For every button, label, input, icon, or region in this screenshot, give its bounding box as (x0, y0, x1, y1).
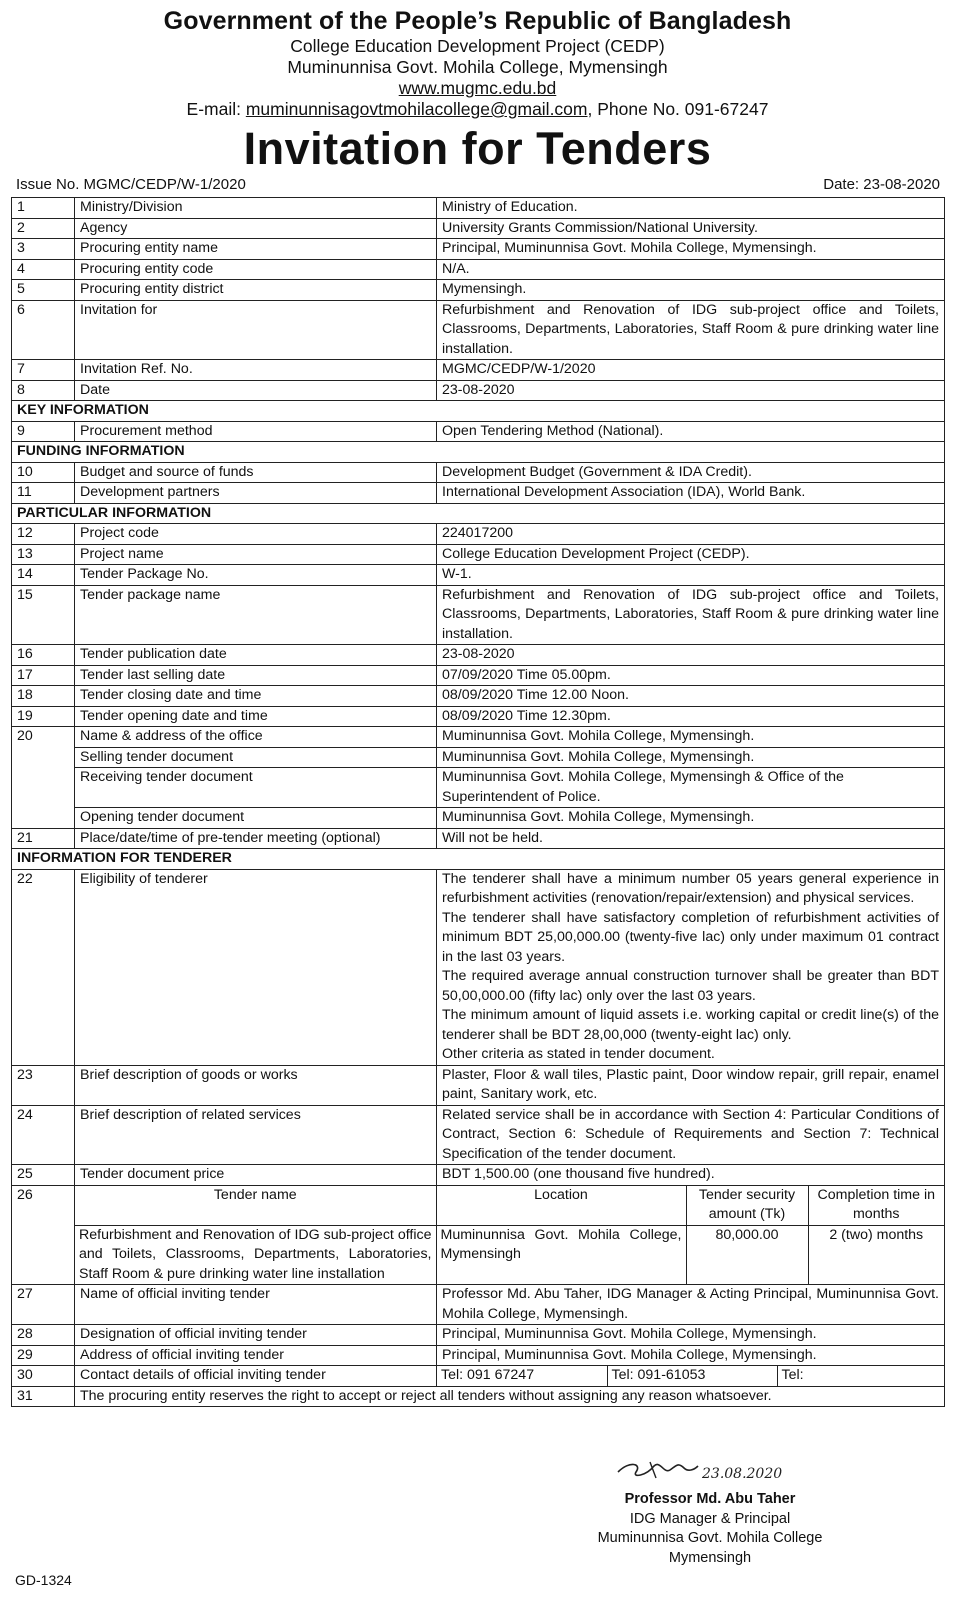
tender-table (11, 197, 945, 1407)
row-number: 1 (12, 198, 75, 219)
row-value: Muminunnisa Govt. Mohila College, Mymensingh & Office of the Superintendent of Police. (437, 768, 945, 808)
row-label: Procuring entity name (75, 239, 437, 260)
row-value: College Education Development Project (CEDP). (437, 544, 945, 565)
row-value: 07/09/2020 Time 05.00pm. (437, 665, 945, 686)
row-label: Development partners (75, 483, 437, 504)
row-label: Address of official inviting tender (75, 1345, 437, 1366)
row-number: 18 (12, 686, 75, 707)
row-number: 16 (12, 645, 75, 666)
row-number: 9 (12, 421, 75, 442)
section-heading: INFORMATION FOR TENDERER (12, 849, 945, 870)
row-value: 23-08-2020 (437, 645, 945, 666)
row-number: 26 (12, 1185, 75, 1285)
table-row (12, 483, 945, 504)
table-row (12, 1345, 945, 1366)
footer-code: GD-1324 (15, 1572, 72, 1588)
section-heading: KEY INFORMATION (12, 401, 945, 422)
row-label: Project code (75, 524, 437, 545)
row-label: Procuring entity code (75, 259, 437, 280)
table-row (12, 360, 945, 381)
tender-package-table (75, 1186, 944, 1285)
table-row (12, 380, 945, 401)
row-number: 6 (12, 300, 75, 360)
column-header: Location (436, 1186, 686, 1226)
row-label: Ministry/Division (75, 198, 437, 219)
phone-number: , Phone No. 091-67247 (587, 99, 769, 119)
table-row (12, 421, 945, 442)
row-value: Refurbishment and Renovation of IDG sub-project office and Toilets, Classrooms, Departments, Laboratories, Staff Room & pure drinking water line installation. (437, 300, 945, 360)
section-heading-row (12, 401, 945, 422)
row-label: Budget and source of funds (75, 462, 437, 483)
column-header: Tender security amount (Tk) (686, 1186, 808, 1226)
row-value: Will not be held. (437, 828, 945, 849)
table-row (12, 1065, 945, 1105)
eligibility-item: The minimum amount of liquid assets i.e. working capital or credit line(s) of the tenderer shall be BDT 28,00,000 (twenty-eight lac) only. (442, 1007, 939, 1043)
tender-location: Muminunnisa Govt. Mohila College, Mymensingh (436, 1225, 686, 1284)
row-label: Tender last selling date (75, 665, 437, 686)
table-row (12, 585, 945, 645)
project-name: College Education Development Project (CEDP) (290, 36, 665, 56)
row-label: Procuring entity district (75, 280, 437, 301)
row-value: 23-08-2020 (437, 380, 945, 401)
row-value: Ministry of Education. (437, 198, 945, 219)
table-row (12, 300, 945, 360)
row-label: Receiving tender document (75, 768, 437, 808)
row-number: 4 (12, 259, 75, 280)
row-label: Tender closing date and time (75, 686, 437, 707)
row-value: Related service shall be in accordance with Section 4: Particular Conditions of Contract, Section 6: Schedule of Requirements and Section 7: Technical Specification of the tender document. (437, 1105, 945, 1165)
row-label: Name & address of the office (75, 727, 437, 748)
signatory-title: IDG Manager & Principal (629, 1510, 791, 1527)
eligibility-item: The required average annual construction turnover shall be greater than BDT 50,00,000.00 (fifty lac) only over the last 03 years. (442, 968, 939, 1004)
table-row (12, 198, 945, 219)
row-label: Place/date/time of pre-tender meeting (optional) (75, 828, 437, 849)
row-label: Brief description of related services (75, 1105, 437, 1165)
eligibility-item: The tenderer shall have satisfactory completion of refurbishment activities of minimum BDT 25,00,000.00 (twenty-five lac) only under maximum 01 contract in the last 03 years. (442, 909, 939, 965)
table-row (12, 747, 945, 768)
contact-tel: Tel: (777, 1366, 945, 1386)
row-value: Professor Md. Abu Taher, IDG Manager & Acting Principal, Muminunnisa Govt. Mohila College, Mymensingh. (437, 1285, 945, 1325)
row-value: International Development Association (IDA), World Bank. (437, 483, 945, 504)
row-number: 24 (12, 1105, 75, 1165)
signature-block (590, 1450, 830, 1568)
section-heading: FUNDING INFORMATION (12, 442, 945, 463)
issue-row (11, 176, 944, 194)
row-number: 25 (12, 1165, 75, 1186)
table-row (12, 239, 945, 260)
signatory-name: Professor Md. Abu Taher (624, 1491, 796, 1507)
row-value: Muminunnisa Govt. Mohila College, Mymensingh. (437, 808, 945, 829)
tender-package-table-cell (75, 1185, 945, 1285)
row-value: Mymensingh. (437, 280, 945, 301)
eligibility-item: Other criteria as stated in tender document. (442, 1046, 715, 1062)
row-label: Selling tender document (75, 747, 437, 768)
table-row (12, 768, 945, 808)
notice-page (11, 6, 944, 1407)
table-row (12, 565, 945, 586)
table-row (12, 645, 945, 666)
table-row (12, 706, 945, 727)
row-label: Tender Package No. (75, 565, 437, 586)
row-number: 21 (12, 828, 75, 849)
row-label: Tender opening date and time (75, 706, 437, 727)
tender-security: 80,000.00 (686, 1225, 808, 1284)
row-number: 10 (12, 462, 75, 483)
row-value: Principal, Muminunnisa Govt. Mohila College, Mymensingh. (437, 1345, 945, 1366)
row-number: 28 (12, 1325, 75, 1346)
email-link[interactable]: muminunnisagovtmohilacollege@gmail.com (245, 99, 588, 119)
row-value: W-1. (437, 565, 945, 586)
row-label: Date (75, 380, 437, 401)
row-number: 14 (12, 565, 75, 586)
row-number: 23 (12, 1065, 75, 1105)
row-label: Invitation for (75, 300, 437, 360)
signatory-college: Muminunnisa Govt. Mohila College (597, 1530, 823, 1546)
contact-tel: Tel: 091 67247 (437, 1366, 607, 1386)
row-value: Refurbishment and Renovation of IDG sub-project office and Toilets, Classrooms, Departments, Laboratories, Staff Room & pure drinking water line installation. (437, 585, 945, 645)
row-label: Eligibility of tenderer (75, 869, 437, 1065)
table-row (12, 686, 945, 707)
page-title: Invitation for Tenders (243, 123, 712, 174)
row-label: Brief description of goods or works (75, 1065, 437, 1105)
section-heading-row (12, 849, 945, 870)
row-value: Development Budget (Government & IDA Credit). (437, 462, 945, 483)
table-row (12, 828, 945, 849)
row-number: 20 (12, 727, 75, 829)
table-row (12, 1185, 945, 1285)
handwritten-signature (590, 1450, 830, 1490)
row-label: Tender package name (75, 585, 437, 645)
table-row (12, 280, 945, 301)
row-number: 29 (12, 1345, 75, 1366)
row-number: 17 (12, 665, 75, 686)
row-number: 11 (12, 483, 75, 504)
website-link[interactable]: www.mugmc.edu.bd (398, 78, 557, 98)
row-label: Tender document price (75, 1165, 437, 1186)
table-row (12, 1105, 945, 1165)
table-row (12, 544, 945, 565)
row-number: 13 (12, 544, 75, 565)
table-row (12, 462, 945, 483)
tender-package-row (75, 1225, 944, 1284)
row-number: 22 (12, 869, 75, 1065)
eligibility-criteria (437, 869, 945, 1065)
table-row (12, 869, 945, 1065)
row-number: 8 (12, 380, 75, 401)
tender-package-header (75, 1186, 944, 1226)
row-number: 2 (12, 218, 75, 239)
row-number: 12 (12, 524, 75, 545)
table-row (12, 665, 945, 686)
column-header: Completion time in months (808, 1186, 944, 1226)
signature-date: 23.08.2020 (702, 1466, 783, 1482)
row-value: Principal, Muminunnisa Govt. Mohila College, Mymensingh. (437, 239, 945, 260)
row-value: 08/09/2020 Time 12.00 Noon. (437, 686, 945, 707)
table-row (12, 1325, 945, 1346)
row-label: Tender publication date (75, 645, 437, 666)
row-number: 3 (12, 239, 75, 260)
row-number: 5 (12, 280, 75, 301)
row-number: 27 (12, 1285, 75, 1325)
row-value: MGMC/CEDP/W-1/2020 (437, 360, 945, 381)
row-value: BDT 1,500.00 (one thousand five hundred). (437, 1165, 945, 1186)
issue-number: Issue No. MGMC/CEDP/W-1/2020 (16, 176, 246, 193)
issue-date: Date: 23-08-2020 (823, 176, 940, 193)
header (11, 6, 944, 176)
row-value: The procuring entity reserves the right to accept or reject all tenders without assigning any reason whatsoever. (75, 1386, 945, 1407)
row-value: 224017200 (437, 524, 945, 545)
college-name: Muminunnisa Govt. Mohila College, Mymensingh (287, 57, 668, 77)
table-row (12, 727, 945, 748)
row-label: Name of official inviting tender (75, 1285, 437, 1325)
contact-tel: Tel: 091-61053 (607, 1366, 777, 1386)
row-value: Muminunnisa Govt. Mohila College, Mymensingh. (437, 727, 945, 748)
row-label: Invitation Ref. No. (75, 360, 437, 381)
completion-time: 2 (two) months (808, 1225, 944, 1284)
section-heading-row (12, 503, 945, 524)
email-label: E-mail: (186, 99, 246, 119)
row-value: University Grants Commission/National University. (437, 218, 945, 239)
row-value: 08/09/2020 Time 12.30pm. (437, 706, 945, 727)
row-value: Principal, Muminunnisa Govt. Mohila College, Mymensingh. (437, 1325, 945, 1346)
row-value: Muminunnisa Govt. Mohila College, Mymensingh. (437, 747, 945, 768)
table-row (12, 1165, 945, 1186)
table-row (12, 259, 945, 280)
table-row (12, 1386, 945, 1407)
contact-table (437, 1366, 945, 1386)
row-number: 19 (12, 706, 75, 727)
row-label: Contact details of official inviting tender (75, 1366, 437, 1387)
section-heading-row (12, 442, 945, 463)
row-number: 15 (12, 585, 75, 645)
row-label: Designation of official inviting tender (75, 1325, 437, 1346)
tender-name: Refurbishment and Renovation of IDG sub-project office and Toilets, Classrooms, Departments, Laboratories, Staff Room & pure drinking water line installation (75, 1225, 436, 1284)
table-row (12, 524, 945, 545)
row-label: Procurement method (75, 421, 437, 442)
signature-scribble (590, 1450, 830, 1490)
table-row (12, 1366, 945, 1387)
row-label: Project name (75, 544, 437, 565)
row-label: Opening tender document (75, 808, 437, 829)
table-row (12, 218, 945, 239)
row-number: 30 (12, 1366, 75, 1387)
row-label: Agency (75, 218, 437, 239)
row-value: Plaster, Floor & wall tiles, Plastic paint, Door window repair, grill repair, enamel paint, Sanitary work, etc. (437, 1065, 945, 1105)
row-number: 31 (12, 1386, 75, 1407)
table-row (12, 1285, 945, 1325)
row-value: N/A. (437, 259, 945, 280)
section-heading: PARTICULAR INFORMATION (12, 503, 945, 524)
row-value: Open Tendering Method (National). (437, 421, 945, 442)
table-row (12, 808, 945, 829)
row-number: 7 (12, 360, 75, 381)
government-title: Government of the People’s Republic of Bangladesh (163, 7, 792, 35)
signatory-city: Mymensingh (668, 1549, 752, 1566)
column-header: Tender name (75, 1186, 436, 1226)
contact-details-cell (437, 1366, 945, 1387)
eligibility-item: The tenderer shall have a minimum number 05 years general experience in refurbishment activities (renovation/repair/extension) and physical services. (442, 870, 939, 906)
